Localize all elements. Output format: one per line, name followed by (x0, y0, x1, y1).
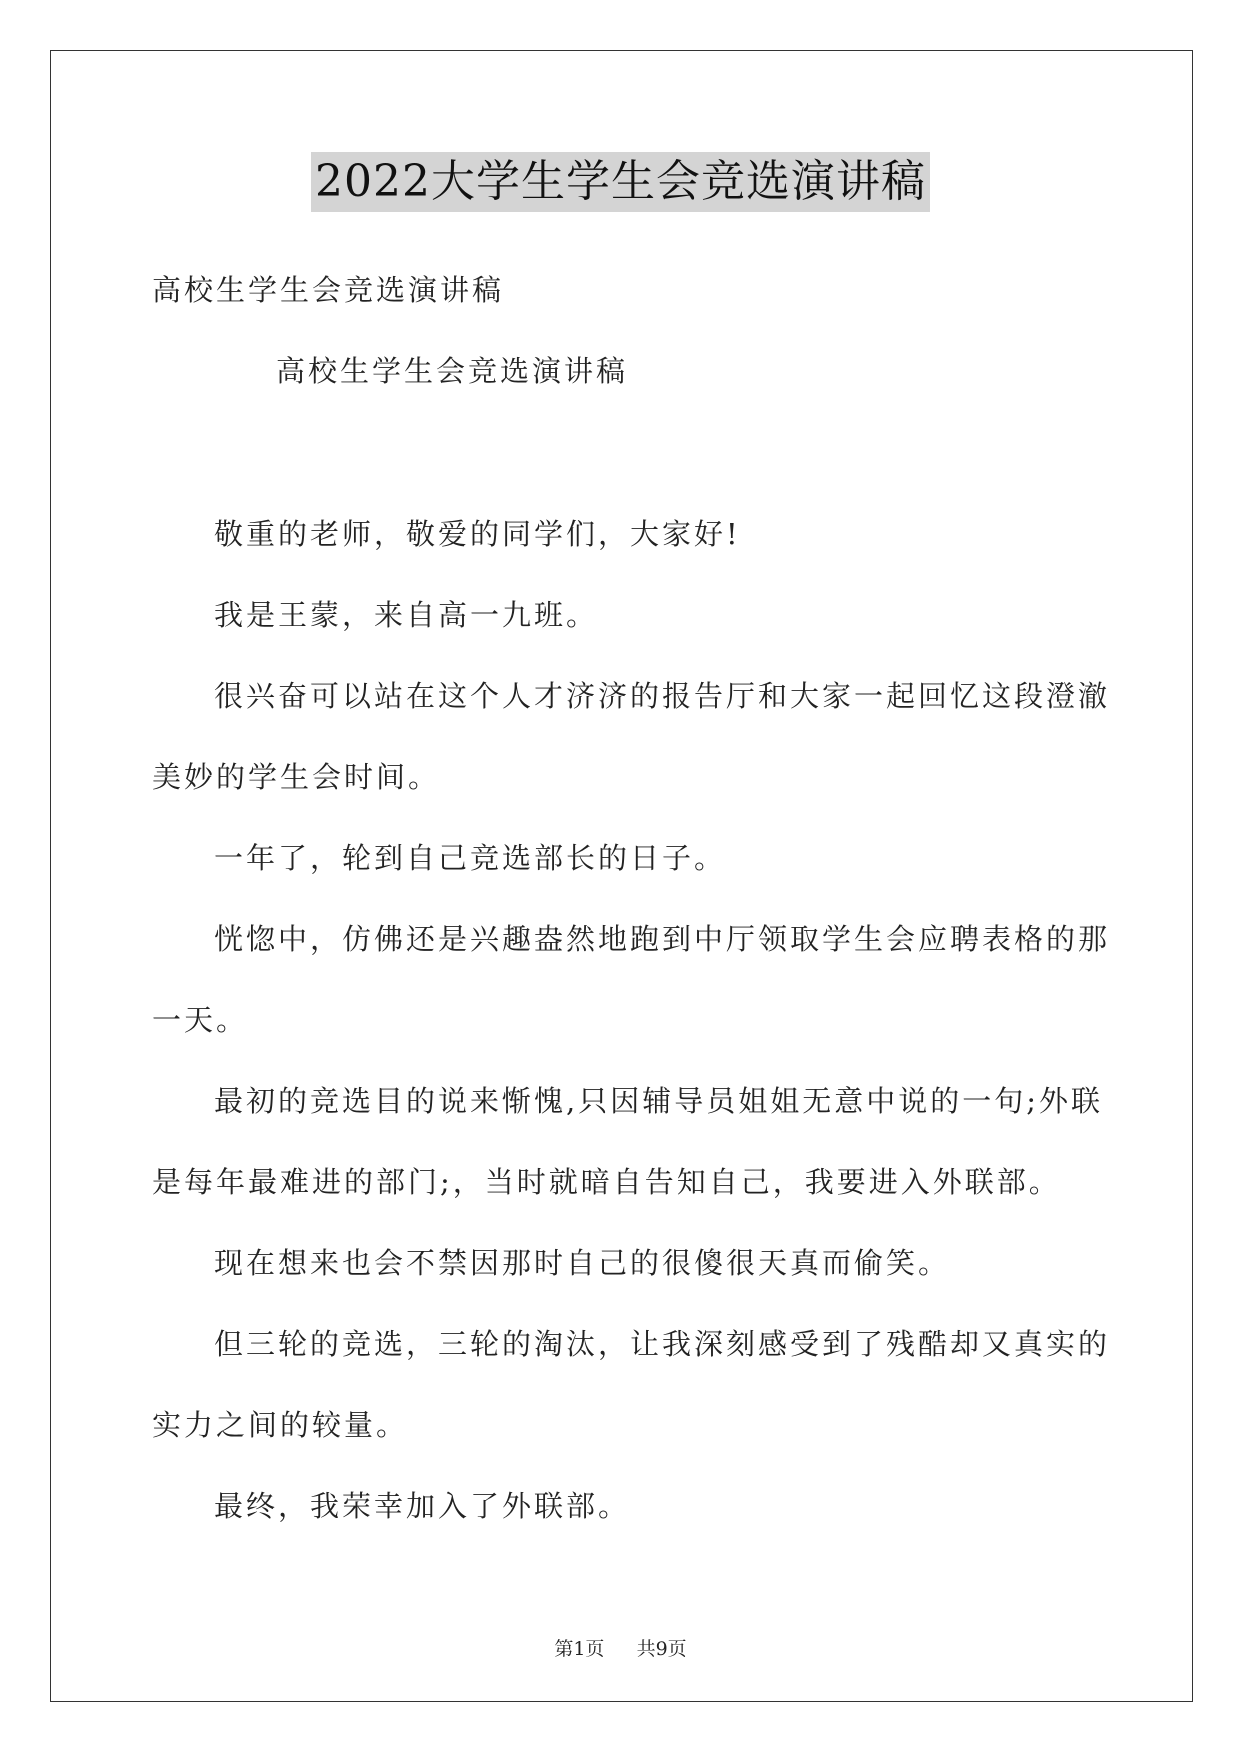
paragraph-line: 是每年最难进的部门;，当时就暗自告知自己，我要进入外联部。 (152, 1165, 1061, 1199)
paragraph-line: 一年了，轮到自己竞选部长的日子。 (214, 841, 727, 875)
paragraph-line: 一天。 (152, 1003, 249, 1037)
subtitle-indented-line: 高校生学生会竞选演讲稿 (276, 354, 629, 388)
paragraph-line: 我是王蒙，来自高一九班。 (214, 598, 599, 632)
paragraph-line: 敬重的老师，敬爱的同学们，大家好! (214, 517, 741, 551)
paragraph-line: 最终，我荣幸加入了外联部。 (214, 1489, 631, 1523)
paragraph-line: 现在想来也会不禁因那时自己的很傻很天真而偷笑。 (214, 1246, 951, 1280)
paragraph-line: 但三轮的竞选，三轮的淘汰，让我深刻感受到了残酷却又真实的 (214, 1327, 1111, 1361)
page-number: 第1页 (554, 1638, 605, 1660)
document-title: 2022大学生学生会竞选演讲稿 (311, 152, 930, 212)
paragraph-line: 最初的竞选目的说来惭愧,只因辅导员姐姐无意中说的一句;外联 (214, 1084, 1103, 1118)
paragraph-line: 实力之间的较量。 (152, 1408, 409, 1442)
paragraph-line: 美妙的学生会时间。 (152, 760, 441, 794)
page-total: 共9页 (636, 1638, 687, 1660)
paragraph-line: 恍惚中，仿佛还是兴趣盎然地跑到中厅领取学生会应聘表格的那 (214, 922, 1111, 956)
subtitle-line: 高校生学生会竞选演讲稿 (152, 273, 505, 307)
paragraph-line: 很兴奋可以站在这个人才济济的报告厅和大家一起回忆这段澄澈 (214, 679, 1111, 713)
title-container (0, 152, 1241, 212)
page-footer (0, 1634, 1241, 1661)
